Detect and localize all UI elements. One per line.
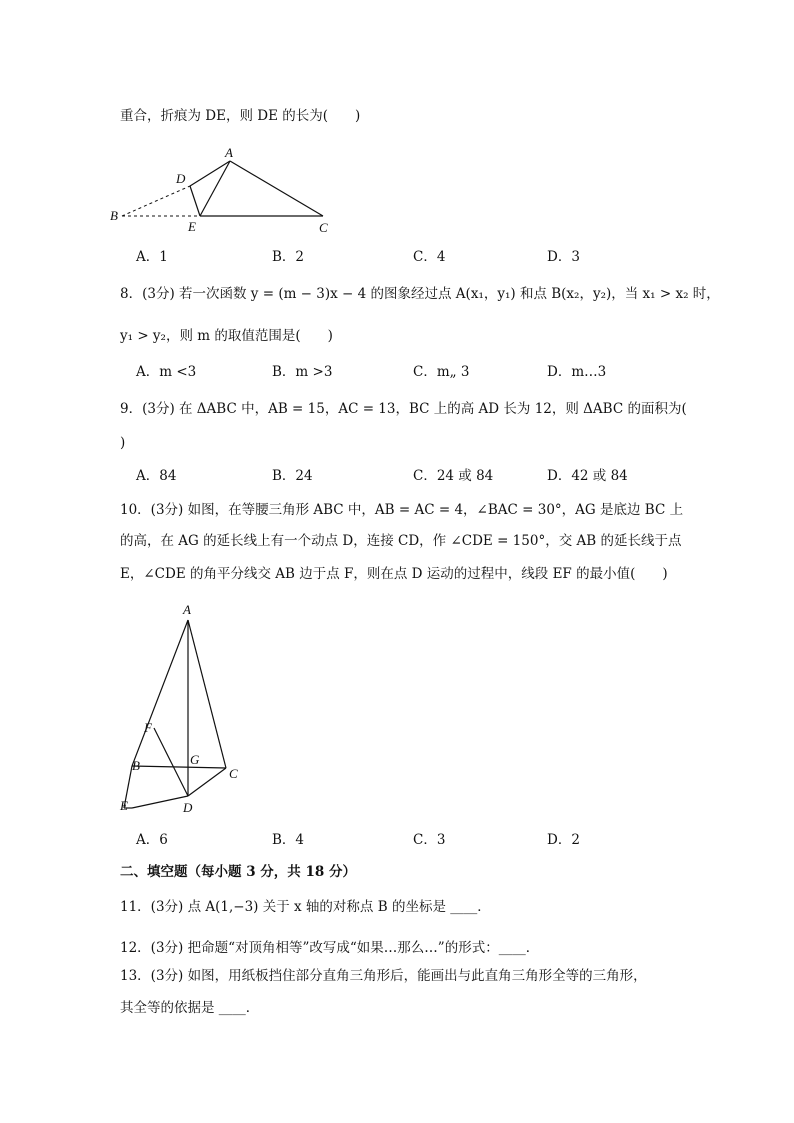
q7-label-e: E — [188, 219, 196, 234]
q7-label-c: C — [319, 220, 328, 235]
q10-line-dc — [188, 768, 226, 796]
q10-line2: 的高，在 AG 的延长线上有一个动点 D，连接 CD，作 ∠CDE = 150°，交 AB 的延长线于点 — [120, 533, 682, 549]
q7-line-ea — [200, 161, 230, 216]
q8-line1: 8．(3分) 若一次函数 y = (m − 3)x − 4 的图象经过点 A(x₁，y₁) 和点 B(x₂，y₂)，当 x₁ > x₂ 时， — [120, 286, 720, 302]
q7-option-a[interactable]: A．1 — [136, 249, 168, 265]
q10-line1: 10．(3分) 如图，在等腰三角形 ABC 中，AB = AC = 4，∠BAC = 30°，AG 是底边 BC 上 — [120, 502, 684, 518]
q12-text: 12．(3分) 把命题“对顶角相等”改写成“如果…那么…”的形式：____． — [120, 940, 540, 956]
q13-line2: 其全等的依据是 ____． — [120, 1000, 260, 1016]
q10-label-c: C — [229, 766, 238, 781]
q7-option-d[interactable]: D．3 — [547, 249, 580, 265]
q8-option-b[interactable]: B．m >3 — [272, 364, 333, 380]
q10-label-b: B — [132, 758, 140, 773]
q10-label-a: A — [183, 602, 191, 617]
q7-figure — [110, 140, 350, 240]
q7-line-ac — [230, 161, 323, 216]
q9-line1: 9．(3分) 在 ΔABC 中，AB = 15，AC = 13，BC 上的高 AD 长为 12，则 ΔABC 的面积为( — [120, 401, 687, 417]
q8-option-c[interactable]: C．m„ 3 — [413, 364, 470, 380]
q8-line2: y₁ > y₂，则 m 的取值范围是( ) — [120, 328, 333, 344]
q10-label-f: F — [144, 720, 152, 735]
q10-option-c[interactable]: C．3 — [413, 832, 446, 848]
q10-label-e: E — [120, 798, 128, 813]
section-fill-in-title: 二、填空题（每小题 3 分，共 18 分） — [120, 864, 356, 880]
q9-option-c[interactable]: C．24 或 84 — [413, 468, 494, 484]
q10-line3: E，∠CDE 的角平分线交 AB 边于点 F，则在点 D 运动的过程中，线段 EF 的最小值( ) — [120, 566, 668, 582]
q7-line-da — [190, 161, 230, 186]
q13-line1: 13．(3分) 如图，用纸板挡住部分直角三角形后，能画出与此直角三角形全等的三角形， — [120, 968, 647, 984]
q10-line-ac — [188, 620, 226, 768]
q8-option-d[interactable]: D．m…3 — [547, 364, 607, 380]
q7-line-bd — [122, 186, 190, 216]
q9-option-d[interactable]: D．42 或 84 — [547, 468, 628, 484]
q10-option-a[interactable]: A．6 — [136, 832, 168, 848]
q7-option-c[interactable]: C．4 — [413, 249, 446, 265]
q10-label-g: G — [190, 752, 200, 767]
q10-line-ab — [132, 620, 188, 766]
q10-label-d: D — [183, 800, 193, 815]
q10-line-df — [154, 728, 188, 796]
q10-line-bc — [132, 766, 226, 768]
q8-option-a[interactable]: A．m <3 — [136, 364, 197, 380]
q10-option-d[interactable]: D．2 — [547, 832, 580, 848]
q7-text: 重合，折痕为 DE，则 DE 的长为( ) — [120, 108, 361, 124]
q7-label-b: B — [110, 208, 118, 223]
q10-option-b[interactable]: B．4 — [272, 832, 305, 848]
q9-line2: ) — [120, 435, 126, 451]
q10-line-de — [132, 796, 188, 808]
q7-label-a: A — [225, 145, 233, 160]
q7-option-b[interactable]: B．2 — [272, 249, 305, 265]
q9-option-b[interactable]: B．24 — [272, 468, 313, 484]
q7-label-d: D — [176, 171, 186, 186]
q11-text: 11．(3分) 点 A(1,−3) 关于 x 轴的对称点 B 的坐标是 ____． — [120, 899, 491, 915]
q9-option-a[interactable]: A．84 — [136, 468, 177, 484]
q7-line-de — [190, 186, 200, 216]
q10-figure — [110, 598, 260, 823]
